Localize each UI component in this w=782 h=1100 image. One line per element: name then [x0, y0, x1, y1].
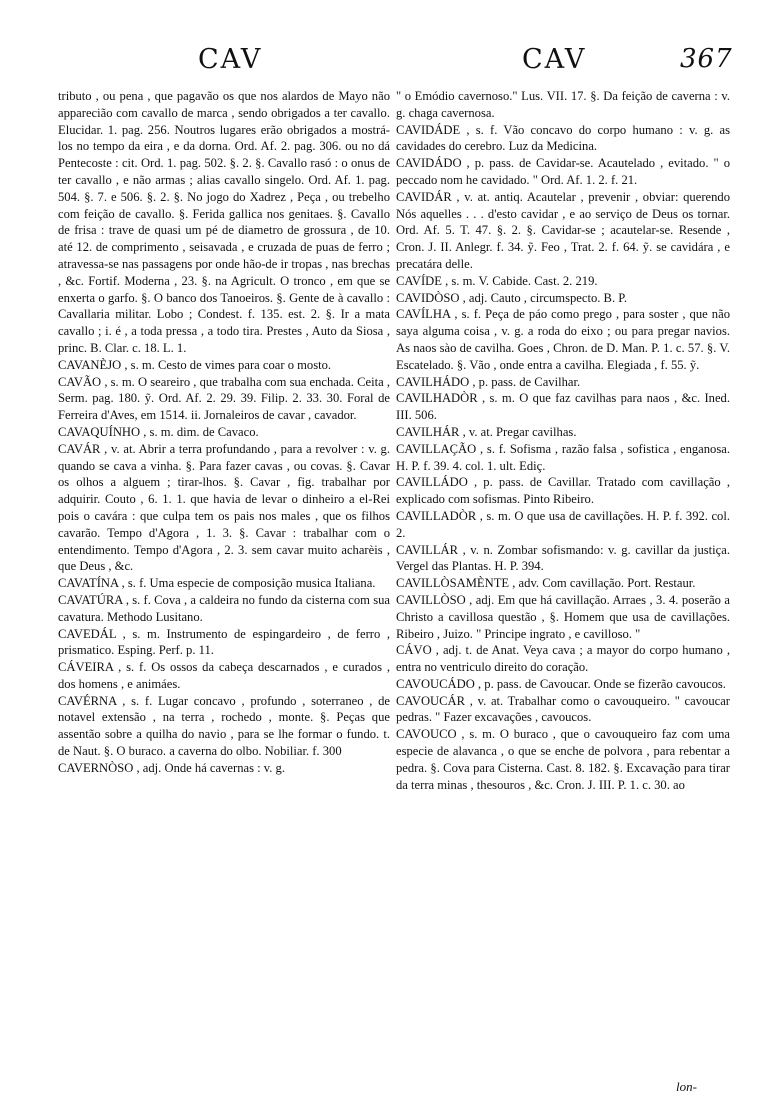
- entry-cavidoso: CAVIDÒSO , adj. Cauto , circumspecto. B. P.: [396, 290, 627, 305]
- entry-cavanejo: CAVANÈJO , s. m. Cesto de vimes para coar o mosto.: [58, 357, 332, 372]
- entry-cavatina: CAVATÍNA , s. f. Uma especie de composição musica Italiana.: [58, 576, 376, 591]
- entry-cavilhador: CAVILHADÒR , s. m. O que faz cavilhas para naos , &c. Ined. III. 506.: [396, 391, 730, 423]
- entry-cavatura: CAVATÚRA , s. f. Cova , a caldeira no fundo da cisterna com sua cavatura. Methodo Lusitano.: [58, 592, 390, 624]
- entry-cavillador: CAVILLADÒR , s. m. O que usa de cavillações. H. P. f. 392. col. 2.: [396, 508, 730, 540]
- entry-cavernoso: CAVERNÒSO , adj. Onde há cavernas : v. g.: [58, 760, 285, 775]
- catchword: lon-: [676, 1079, 697, 1094]
- entry-continuation: tributo , ou pena , que pagavão os que nos alardos de Mayo não apparecião com cavallo de marca , sendo obrigados a ter cavallo. Elucidar. 1. pag. 256. Noutros lugares erão obrigados a mostrá-los no tempo da eira , e da dorna. Ord. Af. 2. pag. 306. ou no dá Pentecoste : cit. Ord. 1. pag. 502. §. 2. §. Cavallo rasó : o onus de ter cavallo , e não armas ; alias cavallo singelo. Ord. Af. 1. pag. 504. §. 7. e 506. §. 2. §. No jogo do Xadrez , Peça , ou trebelho com feição de cavallo. §. Ferida gallica nos genitaes. §. Cavallo de frisa : trave de quasi um pé de diametro de grossura , de 10. até 12. de comprimento , seisavada , e cruzada de puas de ferro ; atravessa-se nas passagens por onde hão-de ir tropas , nas brechas , &c. Fortif. Moderna , 23. §. na Agricult. O tronco , em que se enxerta o garfo. §. O banco dos Tanoeiros. §. Gente de à cavallo : Cavallaria militar. Lobo ; Condest. f. 135. est. 2. §. Ir a mata cavallo ; i. é , a toda pressa , a todo tira. Prestes , Auto da Siosa , princ. B. Clar. c. 18. L. 1.: [58, 89, 390, 355]
- entry-cavilha: CAVÍLHA , s. f. Peça de páo como prego , para soster , que não saya alguma coisa , v. g. a roda do eixo ; ou para pregar navios. As naos sào de cavilha. Goes , Chron. de D. Man. P. 1. c. 57. §. V. Escatelado. §. Vão , onde entra a cavilha. Elegiada , f. 55. ỹ.: [396, 307, 730, 372]
- entry-caverna: CAVÉRNA , s. f. Lugar concavo , profundo , soterraneo , de notavel extensão , na terra , rochedo , monte. §. Peças que assentão sobre a quilha do navio , para se lhe formar o fundo. t. de Naut. §. O buraco. a caverna do olbo. Nobiliar. f. 300: [58, 693, 390, 759]
- entry-cavidade: CAVIDÁDE , s. f. Vão concavo do corpo humano : v. g. as cavidades do cerebro. Luz da Medicina.: [396, 122, 730, 154]
- entry-cavouco: CAVOUCO , s. m. O buraco , que o cavouqueiro faz com uma especie de alavanca , o que se enche de polvora , para rebentar a pedra. §. Cova para Cisterna. Cast. 8. 182. §. Excavação para tirar da terra minas , thesouros , &c. Cron. J. III. P. 1. c. 30. ao: [396, 727, 730, 792]
- entry-caveira: CÁVEIRA , s. f. Os ossos da cabeça descarnados , e curados , dos homens , e animáes.: [58, 660, 390, 691]
- entry-cavidado: CAVIDÁDO , p. pass. de Cavidar-se. Acautelado , evitado. " o peccado nom he cavidado. " Ord. Af. 1. 2. f. 21.: [396, 156, 730, 187]
- entry-cavedal: CAVEDÁL , s. m. Instrumento de espingardeiro , de ferro , prismatico. Esping. Perf. p. 11.: [58, 626, 390, 658]
- entry-cavilhar: CAVILHÁR , v. at. Pregar cavilhas.: [396, 424, 577, 439]
- left-column: [58, 88, 390, 777]
- entry-cavo: CÁVO , adj. t. de Anat. Veya cava ; a mayor do corpo humano , entra no ventriculo direito do coração.: [396, 643, 730, 675]
- entry-cavillado: CAVILLÁDO , p. pass. de Cavillar. Tratado com cavillação , explicado com sofismas. Pinto Ribeiro.: [396, 475, 730, 507]
- running-head-left: CAV: [198, 44, 263, 75]
- entry-cavilloso: CAVILLÒSO , adj. Em que há cavillação. Arraes , 3. 4. poserão a Christo a cavillosa questão , §. Homem que usa de cavillações. Ribeiro , Juizo. " Principe ingrato , e cavilloso. ": [396, 592, 730, 641]
- entry-cavillosamente: CAVILLÒSAMÈNTE , adv. Com cavillação. Port. Restaur.: [396, 576, 696, 591]
- page-number: 367: [680, 44, 733, 74]
- entry-cavillacao: CAVILLAÇÃO , s. f. Sofisma , razão falsa , sofistica , enganosa. H. P. f. 39. 4. col. 1. ult. Ediç.: [396, 441, 730, 473]
- entry-cavide: CAVÍDE , s. m. V. Cabide. Cast. 2. 219.: [396, 273, 598, 288]
- entry-cavaquinho: CAVAQUÍNHO , s. m. dim. de Cavaco.: [58, 424, 259, 439]
- entry-cavao: CAVÃO , s. m. O seareiro , que trabalha com sua enchada. Ceita , Serm. pag. 180. ỹ. Ord. Af. 2. 29. 39. Filip. 2. 33. 30. Foral de Ferreira d'Aves, em 1514. ii. Jornaleiros de cavar , cavador.: [58, 374, 390, 423]
- entry-cavilhado: CAVILHÁDO , p. pass. de Cavilhar.: [396, 374, 581, 389]
- right-column: [396, 88, 730, 793]
- entry-cavernoso-cont: " o Emódio cavernoso." Lus. VII. 17. §. Da feição de caverna : v. g. chaga cavernosa.: [396, 89, 730, 120]
- entry-cavoucado: CAVOUCÁDO , p. pass. de Cavoucar. Onde se fizerão cavoucos.: [396, 676, 726, 691]
- entry-cavidar: CAVIDÁR , v. at. antiq. Acautelar , prevenir , obviar: querendo Nós aquelles . . . d'esto cavidar , e ao serviço de Deus os tornar. Ord. Af. 5. T. 47. §. 2. §. Cavidar-se ; acautelar-se. Resende , Cron. J. II. Anlegr. f. 34. ỹ. Feo , Trat. 2. f. 64. ỹ. se cavidára , e precatára delle.: [396, 189, 730, 271]
- running-head-right: CAV: [522, 44, 587, 75]
- entry-cavillar: CAVILLÁR , v. n. Zombar sofismando: v. g. cavillar da justiça. Vergel das Plantas. H. P. 394.: [396, 542, 730, 574]
- entry-cavoucar: CAVOUCÁR , v. at. Trabalhar como o cavouqueiro. " cavoucar pedras. " Fazer excavações , cavoucos.: [396, 693, 730, 725]
- entry-cavar: CAVÁR , v. at. Abrir a terra profundando , para a revolver : v. g. quando se cava a vinha. §. Para fazer cavas , ou covas. §. Cavar os olhos a alguem ; tirar-lhos. §. Cavar , fig. trabalhar por adquirir. Couto , 6. 1. 1. que havia de levar o dinheiro a el-Rei pois o cavára : que culpa tem os pais nos males , que os filhos cavarão. Tempo d'Agora , 1. 3. §. Cavar : trabalhar com o entendimento. Tempo d'Agora , 2. 3. sem cavar muito acharèis , que Deus , &c.: [58, 441, 390, 574]
